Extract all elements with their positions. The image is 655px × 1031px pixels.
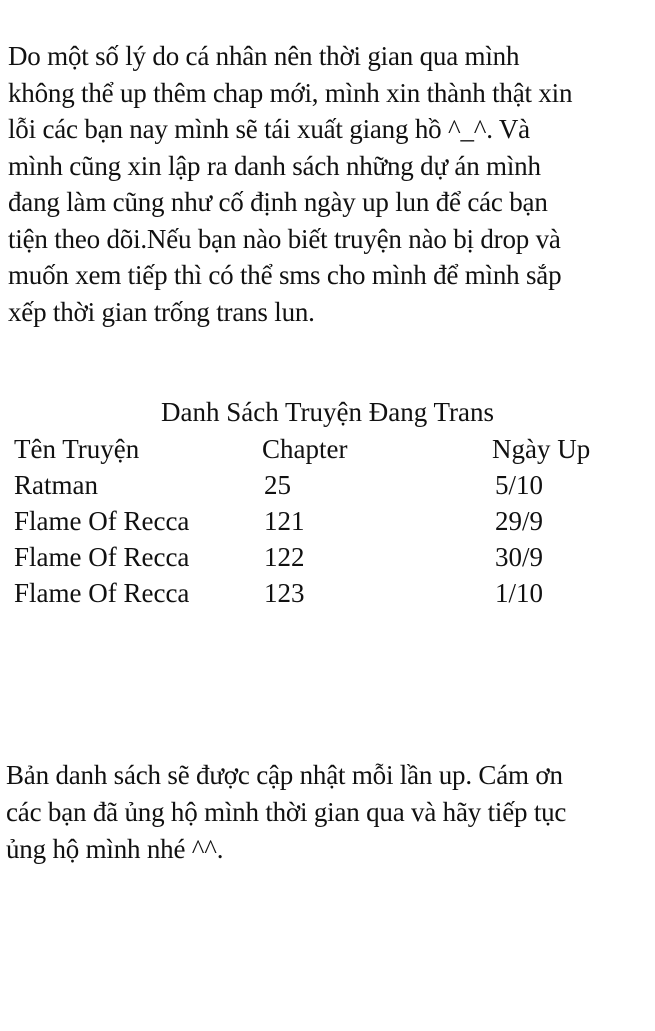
row-date: 29/9 — [495, 506, 544, 536]
row-chapter: 123 — [264, 578, 305, 608]
outro-paragraph — [6, 757, 651, 868]
intro-line: mình cũng xin lập ra danh sách những dự án mình — [8, 150, 541, 181]
list-title: Danh Sách Truyện Đang Trans — [160, 397, 495, 427]
header-chapter: Chapter — [262, 434, 348, 464]
row-date: 5/10 — [495, 470, 544, 500]
outro-line: các bạn đã ủng hộ mình thời gian qua và hãy tiếp tục — [6, 797, 567, 827]
table-row — [14, 575, 644, 611]
table-row — [14, 467, 644, 503]
intro-line: đang làm cũng như cố định ngày up lun để các bạn — [8, 187, 548, 217]
intro-line: tiện theo dõi.Nếu bạn nào biết truyện nào bị drop và — [8, 223, 561, 254]
row-name: Flame Of Recca — [14, 578, 190, 608]
row-chapter: 25 — [264, 470, 291, 500]
row-chapter: 121 — [264, 506, 305, 536]
intro-paragraph — [8, 38, 653, 330]
outro-line: Bản danh sách sẽ được cập nhật mỗi lần up. Cám ơn — [6, 760, 563, 790]
intro-line: Do một số lý do cá nhân nên thời gian qua mình — [8, 41, 520, 71]
intro-line: không thể up thêm chap mới, mình xin thành thật xin — [8, 77, 573, 108]
row-date: 30/9 — [495, 542, 544, 572]
intro-line: muốn xem tiếp thì có thể sms cho mình để mình sắp — [8, 260, 562, 290]
row-name: Flame Of Recca — [14, 506, 190, 536]
table-row — [14, 539, 644, 575]
project-table — [14, 431, 644, 611]
row-chapter: 122 — [264, 542, 305, 572]
intro-line: xếp thời gian trống trans lun. — [8, 296, 315, 327]
table-header-row — [14, 431, 644, 467]
table-row — [14, 503, 644, 539]
intro-line: lỗi các bạn nay mình sẽ tái xuất giang hồ ^_^. Và — [8, 114, 530, 144]
header-name: Tên Truyện — [14, 434, 140, 464]
row-name: Flame Of Recca — [14, 542, 190, 572]
row-name: Ratman — [14, 470, 98, 500]
outro-line: ủng hộ mình nhé ^^. — [6, 834, 224, 864]
header-date: Ngày Up — [492, 434, 591, 464]
row-date: 1/10 — [495, 578, 544, 608]
